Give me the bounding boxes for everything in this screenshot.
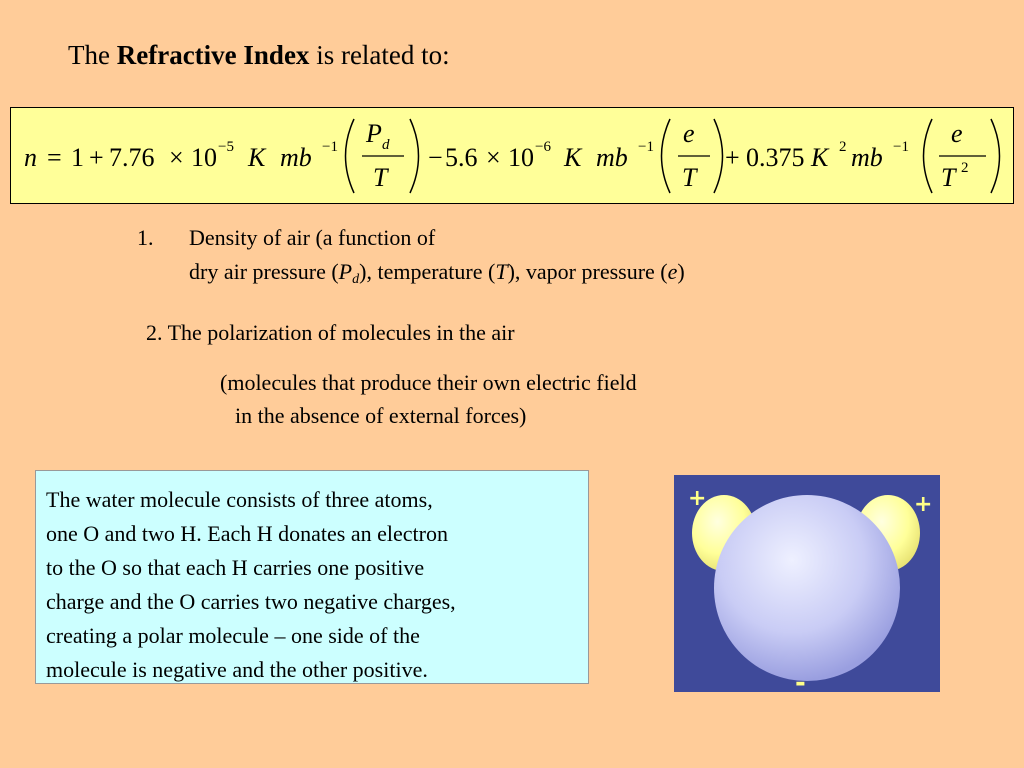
text-seg: ): [677, 259, 685, 284]
var-e: e: [667, 259, 678, 284]
eq-mb-3: mb: [851, 143, 883, 172]
list-item-2-note-line-1: (molecules that produce their own electric field: [220, 370, 637, 395]
frac1-numerator: P: [366, 119, 382, 148]
frac3-denominator: T: [941, 163, 956, 192]
positive-charge-left: +: [688, 486, 707, 511]
paren-left-1: [346, 119, 355, 193]
eq-k-3: K: [811, 143, 829, 172]
description-line: charge and the O carries two negative charges,: [46, 589, 456, 614]
equation-box: [10, 107, 1014, 204]
eq-coef-1: 7.76: [109, 143, 155, 172]
eq-k-2: K: [564, 143, 582, 172]
text-seg: ), temperature (: [359, 259, 496, 284]
paren-right-1: [410, 119, 419, 193]
eq-one: 1: [71, 143, 84, 172]
description-line: to the O so that each H carries one positive: [46, 555, 425, 580]
eq-times-1: ×: [169, 143, 184, 172]
frac2-numerator: e: [683, 119, 695, 148]
list-item-2-note-line-2: in the absence of external forces): [235, 403, 527, 428]
eq-plus-2: +: [725, 143, 740, 172]
eq-k-exp-3: 2: [839, 139, 847, 155]
eq-coef-2: 5.6: [445, 143, 478, 172]
eq-k-1: K: [248, 143, 266, 172]
paren-left-2: [662, 119, 671, 193]
frac2-denominator: T: [682, 163, 697, 192]
eq-exp-2: −6: [535, 139, 551, 155]
list-item-1-line-2: [189, 261, 685, 287]
title-bold: Refractive Index: [116, 40, 310, 70]
water-molecule-illustration: [674, 475, 940, 692]
eq-minus: −: [428, 143, 443, 172]
eq-equals: =: [47, 143, 62, 172]
title-prefix: The: [68, 40, 117, 70]
paren-left-3: [924, 119, 933, 193]
text-seg: dry air pressure (: [189, 259, 339, 284]
negative-charge: -: [795, 668, 806, 692]
eq-ten-2: 10: [508, 143, 534, 172]
eq-mb-exp-3: −1: [893, 139, 909, 155]
description-line: The water molecule consists of three atoms,: [46, 487, 433, 512]
refractive-index-equation: [11, 108, 1015, 205]
eq-ten-1: 10: [191, 143, 217, 172]
frac3-denominator-exp: 2: [961, 160, 969, 176]
eq-exp-1: −5: [218, 139, 234, 155]
title-suffix: is related to:: [309, 40, 450, 70]
oxygen-atom: [714, 495, 900, 681]
text-seg: ), vapor pressure (: [507, 259, 668, 284]
eq-times-2: ×: [486, 143, 501, 172]
paren-right-3: [991, 119, 1000, 193]
description-line: molecule is negative and the other positive.: [46, 657, 428, 682]
var-d-subscript: d: [352, 272, 360, 287]
eq-plus-1: +: [89, 143, 104, 172]
list-item-2: 2. The polarization of molecules in the air: [146, 320, 515, 345]
frac3-numerator: e: [951, 119, 963, 148]
positive-charge-right: +: [914, 492, 933, 517]
description-line: creating a polar molecule – one side of the: [46, 623, 420, 648]
eq-mb-1: mb: [280, 143, 312, 172]
list-item-1-line-1: Density of air (a function of: [189, 225, 436, 250]
var-T: T: [495, 259, 508, 284]
slide-title: [68, 40, 450, 71]
list-number-1: 1.: [137, 225, 154, 250]
eq-mb-exp-1: −1: [322, 139, 338, 155]
frac1-denominator: T: [373, 163, 388, 192]
water-molecule-description: [35, 470, 589, 684]
eq-mb-exp-2: −1: [638, 139, 654, 155]
description-line: one O and two H. Each H donates an electron: [46, 521, 448, 546]
water-molecule-diagram: [674, 475, 940, 692]
paren-right-2: [714, 119, 723, 193]
eq-mb-2: mb: [596, 143, 628, 172]
var-P: P: [338, 259, 353, 284]
eq-lhs: n: [24, 143, 37, 172]
frac1-subscript: d: [382, 137, 390, 153]
eq-coef-3: 0.375: [746, 143, 805, 172]
